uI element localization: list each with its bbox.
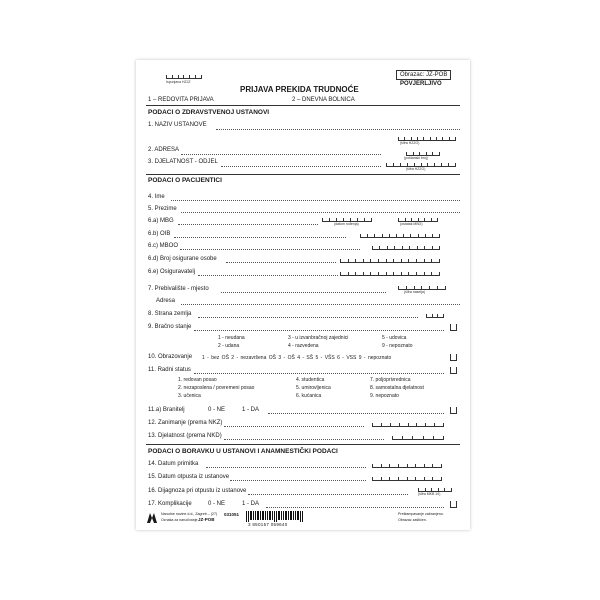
marital-opt-2: 2 - udana	[218, 343, 240, 349]
employment-opt-4: 4. studentica	[296, 377, 325, 383]
complications-opt-no: 0 - NE	[208, 501, 226, 507]
icd-code-boxes[interactable]	[418, 485, 452, 492]
field-label-address: 2. ADRESA	[148, 147, 180, 153]
order-label: Oznaka za naručivanje	[161, 518, 198, 522]
marital-opt-9: 9 - nepoznato	[382, 343, 413, 349]
hzjz-code-boxes[interactable]	[166, 72, 202, 79]
form-code: Obrazac: JZ-POB	[396, 70, 451, 80]
field-label-activity: 13. Djelatnost (prema NKD)	[148, 433, 222, 439]
admission-date-boxes[interactable]	[372, 461, 442, 468]
field-label-diagnosis: 16. Dijagnoza pri otpustu iz ustanove	[148, 488, 247, 494]
mbg-line	[178, 224, 318, 225]
section-heading-institution: PODACI O ZDRAVSTVENOJ USTANOVI	[148, 109, 270, 116]
oib-boxes[interactable]	[360, 231, 440, 238]
field-label-department: 3. DJELATNOST - ODJEL	[148, 159, 218, 165]
address-field[interactable]	[181, 154, 381, 155]
marital-opt-3: 3 - u izvanbračnoj zajednici	[288, 335, 349, 341]
field-label-employment: 11. Radni status	[148, 367, 191, 373]
field-label-last-name: 5. Prezime	[148, 206, 177, 212]
discharge-date-boxes[interactable]	[372, 474, 442, 481]
settlement-code-boxes[interactable]	[398, 283, 446, 290]
mboo-boxes[interactable]	[372, 243, 440, 250]
field-label-address-patient: Adresa	[156, 298, 176, 304]
first-name-field[interactable]	[171, 200, 460, 201]
marital-opt-4: 4 - razvedena	[288, 343, 319, 349]
field-label-occupation: 12. Zanimanje (prema NKZ)	[148, 420, 223, 426]
employment-line	[194, 373, 444, 374]
publisher-text: Narodne novine d.d., Zagreb – (27)	[161, 512, 218, 516]
veteran-line	[268, 413, 444, 414]
occupation-code-boxes[interactable]	[372, 420, 444, 427]
hzzo-code-boxes[interactable]	[398, 134, 456, 141]
field-label-institution-name: 1. NAZIV USTANOVE	[148, 122, 207, 128]
field-label-insured-number: 6.d) Broj osigurane osobe	[148, 256, 217, 262]
barcode-icon	[246, 511, 304, 522]
ispunjava-label: Ispunjava HZJZ	[166, 80, 191, 84]
birth-date-boxes[interactable]	[322, 215, 372, 222]
mbg-rest-boxes[interactable]	[398, 215, 438, 222]
activity-code-boxes[interactable]	[392, 433, 444, 440]
field-label-complications: 17. Komplikacije	[148, 501, 192, 507]
field-label-oib: 6.b) OIB	[148, 231, 171, 237]
veteran-opt-no: 0 - NE	[208, 407, 226, 413]
department-note: (šifra HZZO)	[406, 167, 426, 171]
mboo-line	[180, 249, 360, 250]
hzzo-note: (šifra HZZO)	[400, 141, 420, 145]
copyright-note-1: Preštampavanje zabranjeno.	[398, 512, 444, 516]
marital-opt-1: 1 - neudana	[218, 335, 245, 341]
field-label-admission-date: 14. Datum primitka	[148, 461, 199, 467]
field-label-marital: 9. Bračno stanje	[148, 324, 192, 330]
field-label-mboo: 6.c) MBOO	[148, 243, 179, 249]
birth-date-note: (datum rođenja)	[334, 222, 359, 226]
occupation-field[interactable]	[224, 426, 364, 427]
department-field[interactable]	[221, 166, 381, 167]
complications-line	[266, 507, 444, 508]
field-label-education: 10. Obrazovanje	[148, 354, 193, 360]
confidential-label: POVJERLJIVO	[400, 81, 442, 87]
patient-address-field[interactable]	[181, 304, 460, 305]
postal-code-boxes[interactable]	[406, 149, 440, 156]
marital-line	[194, 330, 444, 331]
veteran-code-box[interactable]	[450, 407, 457, 414]
employment-opt-3: 3. učenica	[178, 393, 201, 399]
insured-number-boxes[interactable]	[340, 256, 440, 263]
barcode-digits: 3 850157 059640	[248, 522, 288, 527]
publisher-logo-icon	[146, 512, 158, 524]
diagnosis-field[interactable]	[248, 494, 408, 495]
marital-opt-5: 5 - udovica	[382, 335, 407, 341]
marital-code-box[interactable]	[450, 324, 457, 331]
catalog-number: 031051	[224, 512, 240, 517]
field-label-mbg: 6.a) MBG	[148, 218, 174, 224]
employment-opt-2: 2. nezaposlena / povremeni posao	[178, 385, 255, 391]
settlement-note: (šifra naselja)	[404, 290, 426, 294]
discharge-line	[230, 480, 366, 481]
postal-note: (poštanski broj)	[404, 156, 428, 160]
employment-code-box[interactable]	[450, 367, 457, 374]
employment-opt-7: 7. poljoprivrednica	[370, 377, 411, 383]
employment-opt-8: 8. samostalna djelatnost	[370, 385, 424, 391]
last-name-field[interactable]	[181, 212, 460, 213]
divider	[146, 105, 460, 106]
field-label-first-name: 4. Ime	[148, 194, 165, 200]
copyright-note-2: Obrazac zaštićen.	[398, 518, 427, 522]
field-label-veteran: 11.a) Branitelj	[148, 407, 185, 413]
country-code-boxes[interactable]	[426, 311, 444, 318]
field-label-insurer: 6.e) Osiguravatelj	[148, 269, 196, 275]
activity-field[interactable]	[224, 439, 384, 440]
divider	[146, 444, 460, 445]
form-title: PRIJAVA PREKIDA TRUDNOĆE	[240, 85, 359, 94]
residence-field[interactable]	[221, 292, 386, 293]
option-regular: 1 – REDOVITA PRIJAVA	[148, 97, 214, 103]
complications-opt-yes: 1 - DA	[242, 501, 260, 507]
foreign-country-field[interactable]	[198, 317, 418, 318]
section-heading-patient: PODACI O PACIJENTICI	[148, 177, 222, 184]
employment-opt-5: 5. umirovljenica	[296, 385, 331, 391]
veteran-opt-yes: 1 - DA	[242, 407, 260, 413]
field-label-foreign-country: 8. Strana zemlja	[148, 311, 192, 317]
insurer-line	[198, 275, 338, 276]
complications-code-box[interactable]	[450, 501, 457, 508]
field-label-discharge-date: 15. Datum otpusta iz ustanove	[148, 474, 230, 480]
oib-line	[174, 237, 346, 238]
employment-opt-9: 9. nepoznato	[370, 393, 399, 399]
institution-name-field[interactable]	[216, 129, 460, 130]
education-code-box[interactable]	[450, 354, 457, 361]
admission-line	[206, 467, 366, 468]
department-code-boxes[interactable]	[386, 160, 456, 167]
divider	[146, 174, 460, 175]
insured-number-line	[226, 262, 336, 263]
employment-opt-1: 1. redovan posao	[178, 377, 217, 383]
section-heading-stay: PODACI O BORAVKU U USTANOVI I ANAMNESTIČKI PODACI	[148, 448, 338, 455]
education-options: 1 - bez OŠ 2 - nezavršena OŠ 3 - OŠ 4 - SŠ 5 - VŠS 6 - VSS 9 - nepoznato	[202, 355, 392, 361]
field-label-residence: 7. Prebivalište - mjesto	[148, 286, 209, 292]
mbg-rest-note: (ostatak MBG)	[400, 222, 423, 226]
icd-note: (šifra MKB 10)	[418, 492, 441, 496]
form-sheet	[136, 60, 470, 530]
insurer-boxes[interactable]	[340, 269, 440, 276]
order-code: JZ-POB	[198, 517, 215, 522]
employment-opt-6: 6. kućanica	[296, 393, 322, 399]
option-day-hospital: 2 – DNEVNA BOLNICA	[292, 97, 355, 103]
